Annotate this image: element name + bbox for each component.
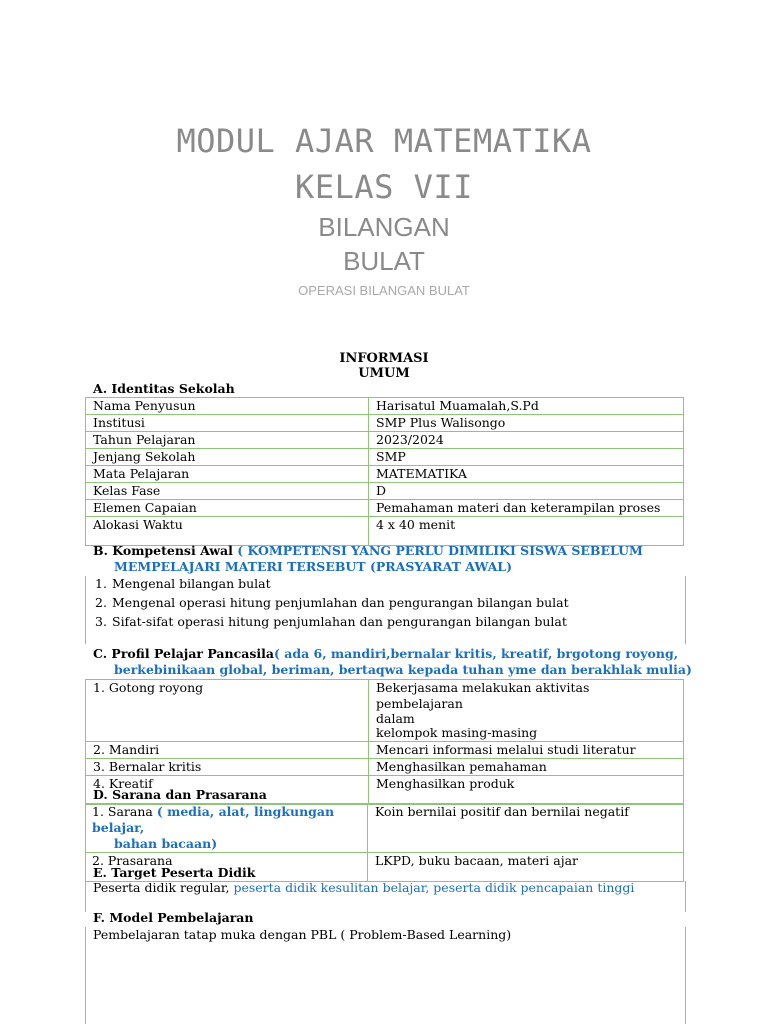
cell: Elemen Capaian [86,500,369,517]
section-b-heading [93,543,643,575]
cell: SMP [369,449,684,466]
identity-table [85,397,684,546]
table-row [86,517,684,546]
section-d-heading: D. Sarana dan Prasarana [93,787,267,802]
section-b-title: B. Kompetensi Awal [93,543,233,558]
cell: Kelas Fase [86,483,369,500]
cell: 4. Kreatif [86,776,369,805]
section-a-heading: A. Identitas Sekolah [93,381,235,396]
title-line-3: BILANGAN [318,212,450,242]
cell: Nama Penyusun [86,398,369,415]
model-text: Pembelajaran tatap muka dengan PBL ( Problem-Based Learning) [93,927,512,942]
table-row [86,466,684,483]
list-item: 3. Sifat-sifat operasi hitung penjumlahan dan pengurangan bilangan bulat [95,614,567,629]
section-f-heading: F. Model Pembelajaran [93,910,254,925]
cell: Mencari informasi melalui studi literatur [369,742,684,759]
cell: Mata Pelajaran [86,466,369,483]
table-row [86,483,684,500]
cell: Menghasilkan produk [369,776,684,805]
table-row [86,680,684,742]
list-item: 1. Mengenal bilangan bulat [95,576,271,591]
table-row [86,398,684,415]
cell: D [369,483,684,500]
section-c-note: ( ada 6, mandiri,bernalar kritis, kreatif, brgotong royong, [273,646,679,661]
table-row [86,449,684,466]
cell: Jenjang Sekolah [86,449,369,466]
table-row [86,432,684,449]
cell: Bekerjasama melakukan aktivitas pembelajaran dalam kelompok masing-masing [369,680,684,742]
cell: 3. Bernalar kritis [86,759,369,776]
cell: Institusi [86,415,369,432]
section-e-heading: E. Target Peserta Didik [93,865,256,880]
title-line-5: OPERASI BILANGAN BULAT [298,283,470,298]
cell: SMP Plus Walisongo [369,415,684,432]
cell: 4 x 40 menit [369,517,684,546]
table-row [86,804,684,853]
title-line-1: MODUL AJAR MATEMATIKA [176,122,592,160]
cell: Harisatul Muamalah,S.Pd [369,398,684,415]
competency-list [95,574,569,631]
table-row [86,500,684,517]
cell: 1. Gotong royong [86,680,369,742]
cell: 1. Sarana ( media, alat, lingkungan belajar, bahan bacaan) [86,804,368,853]
info-heading-line-2: UMUM [358,366,410,381]
cell: Koin bernilai positif dan bernilai negatif [368,804,684,853]
section-c-note-2: berkebinikaan global, beriman, bertaqwa kepada tuhan yme dan berakhlak mulia) [114,662,692,677]
cell: 2. Prasarana [86,853,368,882]
info-heading [0,351,768,381]
cell: 2. Mandiri [86,742,369,759]
table-row [86,759,684,776]
cell: Alokasi Waktu [86,517,369,546]
info-heading-line-1: INFORMASI [339,351,429,366]
cell: 2023/2024 [369,432,684,449]
cell: Menghasilkan pemahaman [369,759,684,776]
target-text: Peserta didik regular, peserta didik kesulitan belajar, peserta didik pencapaian tinggi [93,880,635,895]
section-c-title: C. Profil Pelajar Pancasila [93,646,274,661]
table-row [86,742,684,759]
section-c-heading [93,646,692,678]
list-item: 2. Mengenal operasi hitung penjumlahan dan pengurangan bilangan bulat [95,595,569,610]
section-b-note: ( KOMPETENSI YANG PERLU DIMILIKI SISWA SEBELUM [237,543,643,558]
cell: Pemahaman materi dan keterampilan proses [369,500,684,517]
table-row [86,415,684,432]
title-line-4: BULAT [343,246,425,276]
section-b-note-2: MEMPELAJARI MATERI TERSEBUT (PRASYARAT AWAL) [114,559,512,574]
cell: LKPD, buku bacaan, materi ajar [368,853,684,882]
cell: Tahun Pelajaran [86,432,369,449]
title-line-2: KELAS VII [295,168,473,206]
cell: MATEMATIKA [369,466,684,483]
